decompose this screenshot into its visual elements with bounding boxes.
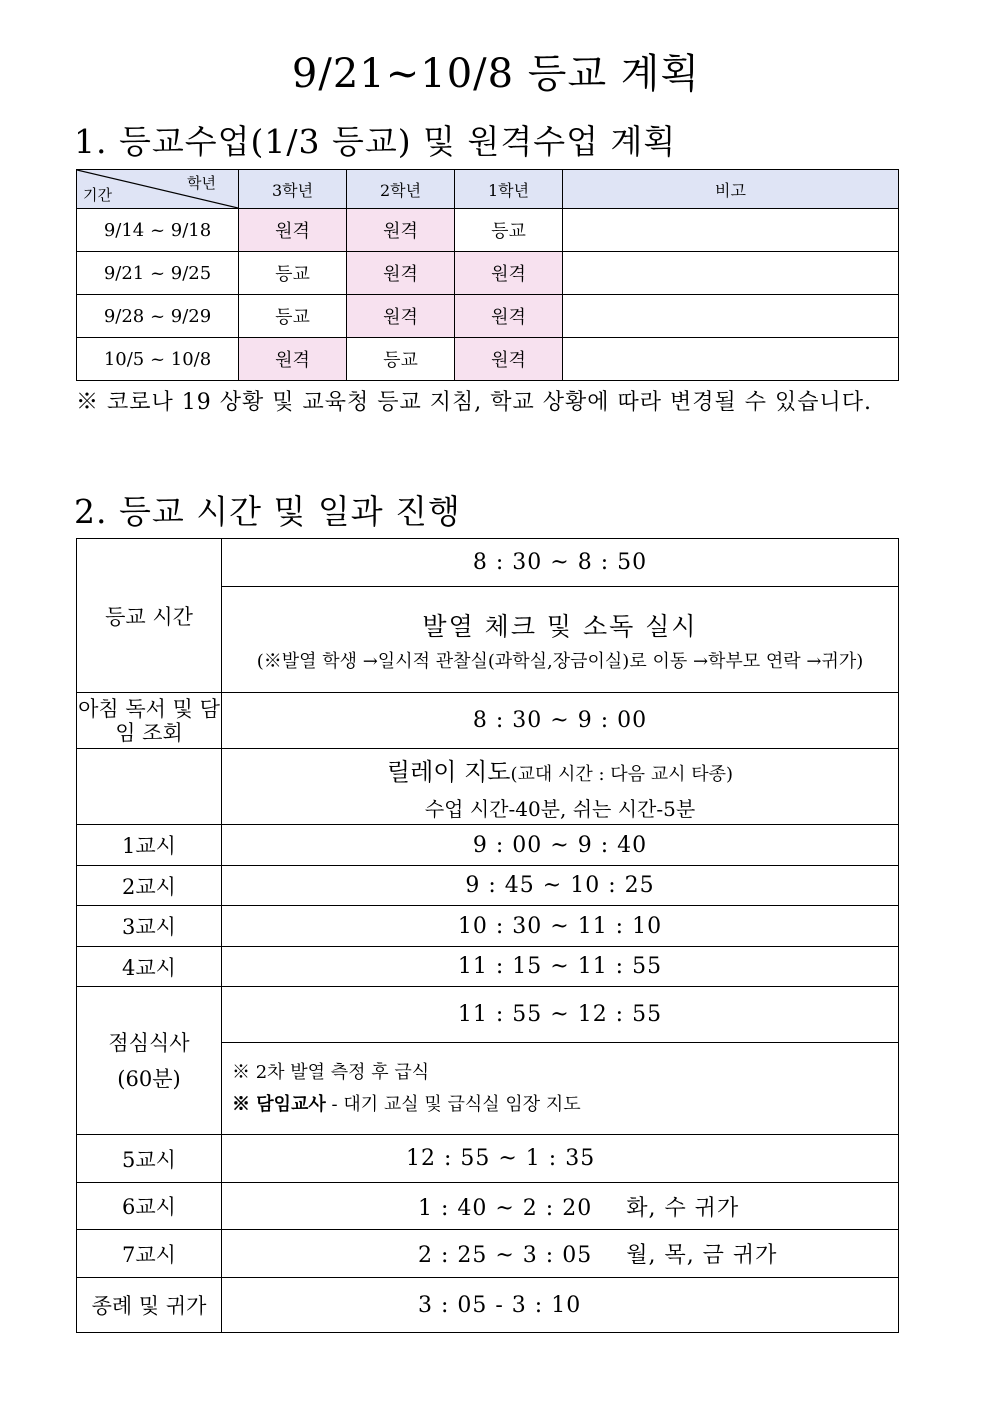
g2-cell: 원격 — [347, 295, 455, 338]
period-time: 9 : 00 ~ 9 : 40 — [222, 825, 899, 866]
arrival-check-cell — [222, 587, 899, 693]
morning-row — [77, 693, 899, 749]
g1-cell: 원격 — [455, 295, 563, 338]
section2-heading: 2. 등교 시간 및 일과 진행 — [74, 492, 461, 531]
period-label: 3교시 — [77, 906, 222, 947]
col-header-g1: 1학년 — [455, 170, 563, 209]
lunch-label: 점심식사 — [108, 1030, 190, 1055]
note-cell — [563, 252, 899, 295]
closing-row — [77, 1278, 899, 1333]
period-time-cell — [222, 1183, 899, 1230]
period-row — [77, 1230, 899, 1278]
fever-check-text: 발열 체크 및 소독 실시 — [422, 611, 698, 641]
period-time: 10 : 30 ~ 11 : 10 — [222, 906, 899, 947]
lunch-note-fever: ※ 2차 발열 측정 후 급식 — [232, 1061, 430, 1083]
page-title: 9/21~10/8 등교 계획 — [291, 51, 701, 97]
period-label: 1교시 — [77, 825, 222, 866]
corner-grade-label: 학년 — [187, 174, 216, 192]
g3-cell: 원격 — [239, 209, 347, 252]
arrival-time-row — [77, 539, 899, 587]
lunch-note-teacher-bold: ※ 담임교사 — [232, 1093, 326, 1115]
relay-cell — [222, 749, 899, 825]
morning-time: 8 : 30 ~ 9 : 00 — [222, 693, 899, 749]
daily-schedule-table — [76, 538, 899, 1333]
dismissal-days: 월, 목, 금 귀가 — [626, 1243, 778, 1268]
arrival-time: 8 : 30 ~ 8 : 50 — [222, 539, 899, 587]
lunch-label-cell — [77, 987, 222, 1135]
period-label: 4교시 — [77, 947, 222, 987]
g1-cell: 등교 — [455, 209, 563, 252]
lunch-time-row — [77, 987, 899, 1043]
relay-label — [77, 749, 222, 825]
col-header-g3: 3학년 — [239, 170, 347, 209]
closing-time: 3 : 05 - 3 : 10 — [418, 1292, 582, 1318]
period-time: 12 : 55 ~ 1 : 35 — [406, 1146, 596, 1171]
table-row — [77, 252, 899, 295]
period-label: 2교시 — [77, 866, 222, 906]
section1-heading: 1. 등교수업(1/3 등교) 및 원격수업 계획 — [74, 122, 677, 161]
corner-period-label: 기간 — [83, 186, 112, 204]
lunch-note-teacher-rest: - 대기 교실 및 급식실 임장 지도 — [325, 1093, 581, 1115]
period-time: 9 : 45 ~ 10 : 25 — [222, 866, 899, 906]
covid-notice: ※ 코로나 19 상황 및 교육청 등교 지침, 학교 상황에 따라 변경될 수 있습니다. — [76, 390, 872, 415]
period-time: 2 : 25 ~ 3 : 05 — [418, 1243, 593, 1268]
period-label: 6교시 — [77, 1183, 222, 1230]
corner-cell — [77, 170, 239, 209]
g3-cell: 원격 — [239, 338, 347, 381]
g3-cell: 등교 — [239, 295, 347, 338]
g2-cell: 원격 — [347, 209, 455, 252]
period-label: 5교시 — [77, 1135, 222, 1183]
closing-time-cell — [222, 1278, 899, 1333]
g3-cell: 등교 — [239, 252, 347, 295]
lunch-notes-cell — [222, 1043, 899, 1135]
note-cell — [563, 209, 899, 252]
g2-cell: 원격 — [347, 252, 455, 295]
lunch-time: 11 : 55 ~ 12 : 55 — [222, 987, 899, 1043]
lunch-duration: (60분) — [117, 1066, 181, 1091]
dismissal-days: 화, 수 귀가 — [626, 1195, 740, 1221]
arrival-label: 등교 시간 — [77, 539, 222, 693]
note-cell — [563, 338, 899, 381]
relay-title: 릴레이 지도 — [386, 757, 511, 786]
col-header-note: 비고 — [563, 170, 899, 209]
period-cell: 9/28 ~ 9/29 — [77, 295, 239, 338]
lunch-note-teacher — [232, 1089, 898, 1121]
period-time-cell — [222, 1135, 899, 1183]
morning-label: 아침 독서 및 담임 조회 — [77, 693, 222, 749]
attendance-plan-table — [76, 169, 899, 381]
table-row — [77, 338, 899, 381]
relay-row — [77, 749, 899, 825]
col-header-g2: 2학년 — [347, 170, 455, 209]
period-time-cell — [222, 1230, 899, 1278]
period-time: 11 : 15 ~ 11 : 55 — [222, 947, 899, 987]
g2-cell: 등교 — [347, 338, 455, 381]
period-row — [77, 825, 899, 866]
table-row — [77, 209, 899, 252]
table-header-row — [77, 170, 899, 209]
period-cell: 10/5 ~ 10/8 — [77, 338, 239, 381]
period-time: 1 : 40 ~ 2 : 20 — [418, 1195, 593, 1221]
table-row — [77, 295, 899, 338]
fever-check-detail: (※발열 학생 →일시적 관찰실(과학실,장금이실)로 이동 →학부모 연락 →귀가) — [256, 650, 864, 672]
period-row — [77, 947, 899, 987]
period-label: 7교시 — [77, 1230, 222, 1278]
period-row — [77, 1183, 899, 1230]
period-cell: 9/14 ~ 9/18 — [77, 209, 239, 252]
relay-title-note: (교대 시간 : 다음 교시 타종) — [510, 763, 734, 785]
period-row — [77, 866, 899, 906]
period-cell: 9/21 ~ 9/25 — [77, 252, 239, 295]
g1-cell: 원격 — [455, 338, 563, 381]
period-row — [77, 906, 899, 947]
relay-detail: 수업 시간-40분, 쉬는 시간-5분 — [424, 796, 696, 821]
period-row — [77, 1135, 899, 1183]
note-cell — [563, 295, 899, 338]
closing-label: 종례 및 귀가 — [77, 1278, 222, 1333]
g1-cell: 원격 — [455, 252, 563, 295]
